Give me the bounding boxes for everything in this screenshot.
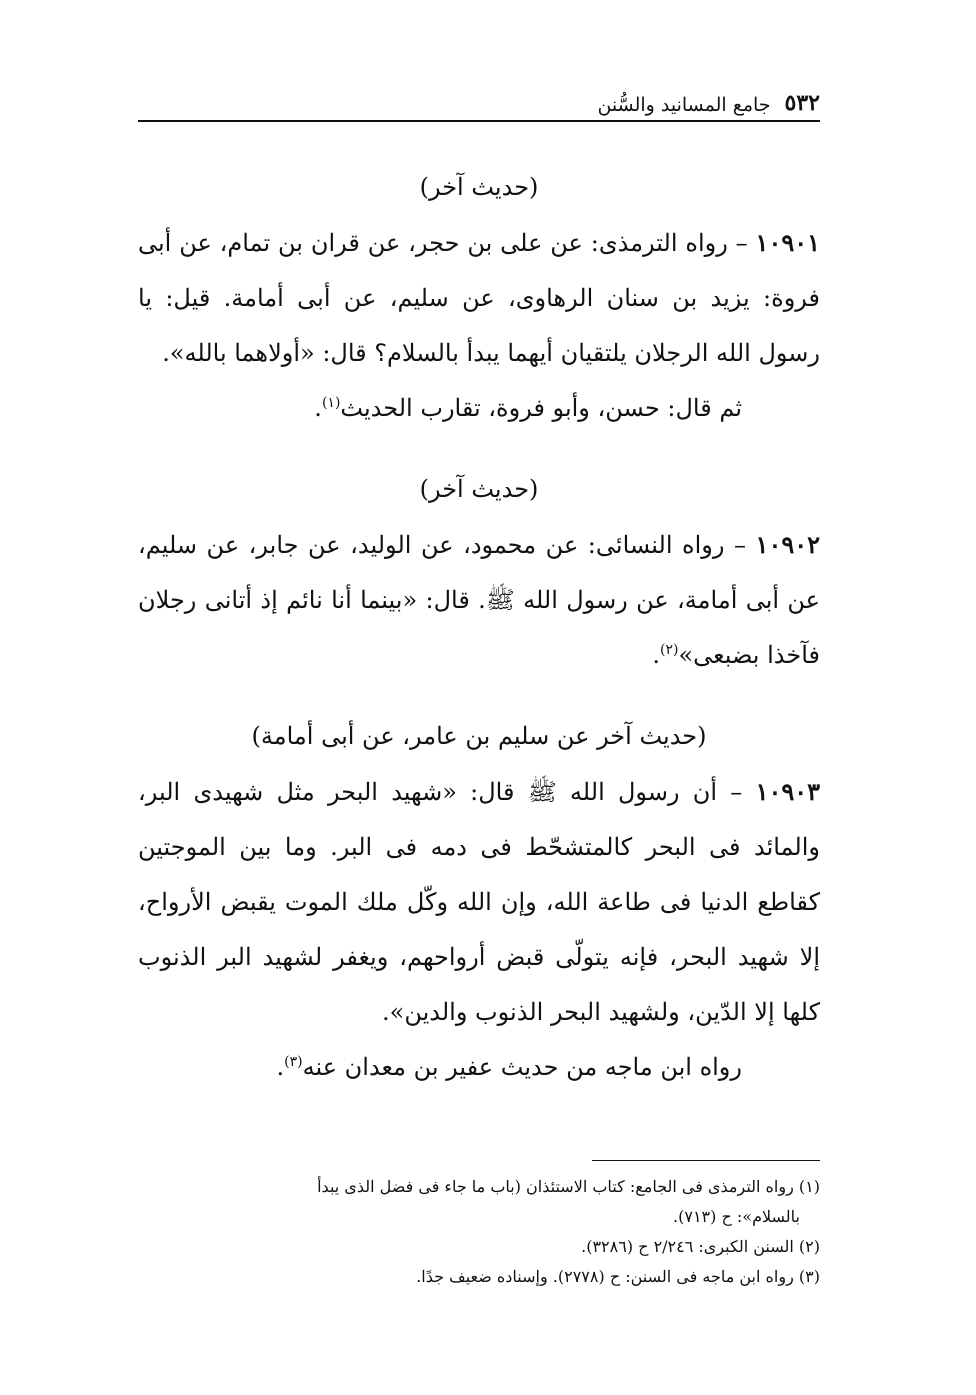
book-title: جامع المسانيد والسُّنن bbox=[597, 94, 771, 116]
hadith-dash: – bbox=[724, 531, 756, 559]
main-text bbox=[138, 160, 820, 1095]
footnote-1-continued: بالسلام»: ح (٧١٣). bbox=[673, 1207, 800, 1226]
hadith-comment bbox=[138, 381, 820, 436]
comment-text: رواه ابن ماجه من حديث عفير بن معدان عنه bbox=[302, 1053, 742, 1081]
section-heading-1: (حديث آخر) bbox=[419, 173, 539, 201]
footnote-2: (٢) السنن الكبرى: ٢/٢٤٦ ح (٣٢٨٦). bbox=[581, 1237, 820, 1256]
hadith-comment bbox=[138, 1040, 820, 1095]
spacer bbox=[138, 436, 820, 462]
hadith-10903 bbox=[138, 764, 820, 1040]
hadith-dash: – bbox=[727, 229, 756, 257]
hadith-text: رواه الترمذى: عن على بن حجر، عن قران بن تمام، عن أبى فروة: يزيد بن سنان الرهاوى، عن سليم، عن أبى أمامة. قيل: يا رسول الله الرجلان يلتقيان أيهما يبدأ بالسلام؟ قال: «أولاهما بالله». bbox=[138, 229, 820, 367]
footnote-1: (١) رواه الترمذى فى الجامع: كتاب الاستئذان (باب ما جاء فى فضل الذى يبدأ bbox=[317, 1177, 820, 1196]
hadith-number: ١٠٩٠٣ bbox=[755, 777, 821, 806]
hadith-number: ١٠٩٠٢ bbox=[755, 530, 820, 559]
footnote-ref-1: (١) bbox=[321, 395, 341, 411]
hadith-10901 bbox=[138, 215, 820, 381]
running-header bbox=[138, 82, 820, 122]
hadith-text: رواه النسائى: عن محمود، عن الوليد، عن جابر، عن سليم، عن أبى أمامة، عن رسول الله ﷺ. قال: «بينما أنا نائم إذ أتانى رجلان فآخذا بضبعى» bbox=[138, 531, 820, 669]
footnote-ref-3: (٣) bbox=[284, 1054, 303, 1070]
hadith-10902 bbox=[138, 517, 820, 683]
footnote-ref-2: (٢) bbox=[660, 642, 679, 658]
comment-end: . bbox=[314, 394, 322, 422]
footnote-separator bbox=[592, 1160, 820, 1161]
page-number: ٥٣٢ bbox=[784, 90, 820, 116]
hadith-dash: – bbox=[717, 778, 756, 806]
footnotes bbox=[138, 1172, 820, 1292]
hadith-end: . bbox=[652, 641, 661, 669]
comment-end: . bbox=[276, 1053, 285, 1081]
spacer bbox=[138, 683, 820, 709]
hadith-text: أن رسول الله ﷺ قال: «شهيد البحر مثل شهيدى البر، والمائد فى البحر كالمتشحّط فى دمه فى البر. وما بين الموجتين كقاطع الدنيا فى طاعة الله، وإن الله وكّل ملك الموت يقبض الأرواح، إلا شهيد البحر، فإنه يتولّى قبض أرواحهم، ويغفر لشهيد البر الذنوب كلها إلا الدّين، ولشهيد البحر الذنوب والدين». bbox=[138, 778, 820, 1026]
hadith-number: ١٠٩٠١ bbox=[755, 228, 820, 257]
footnote-3: (٣) رواه ابن ماجه فى السنن: ح (٢٧٧٨). وإسناده ضعيف جدًا. bbox=[416, 1267, 820, 1286]
section-heading-3: (حديث آخر عن سليم بن عامر، عن أبى أمامة) bbox=[251, 722, 707, 750]
section-heading-2: (حديث آخر) bbox=[419, 475, 539, 503]
comment-text: ثم قال: حسن، وأبو فروة، تقارب الحديث bbox=[340, 394, 742, 422]
